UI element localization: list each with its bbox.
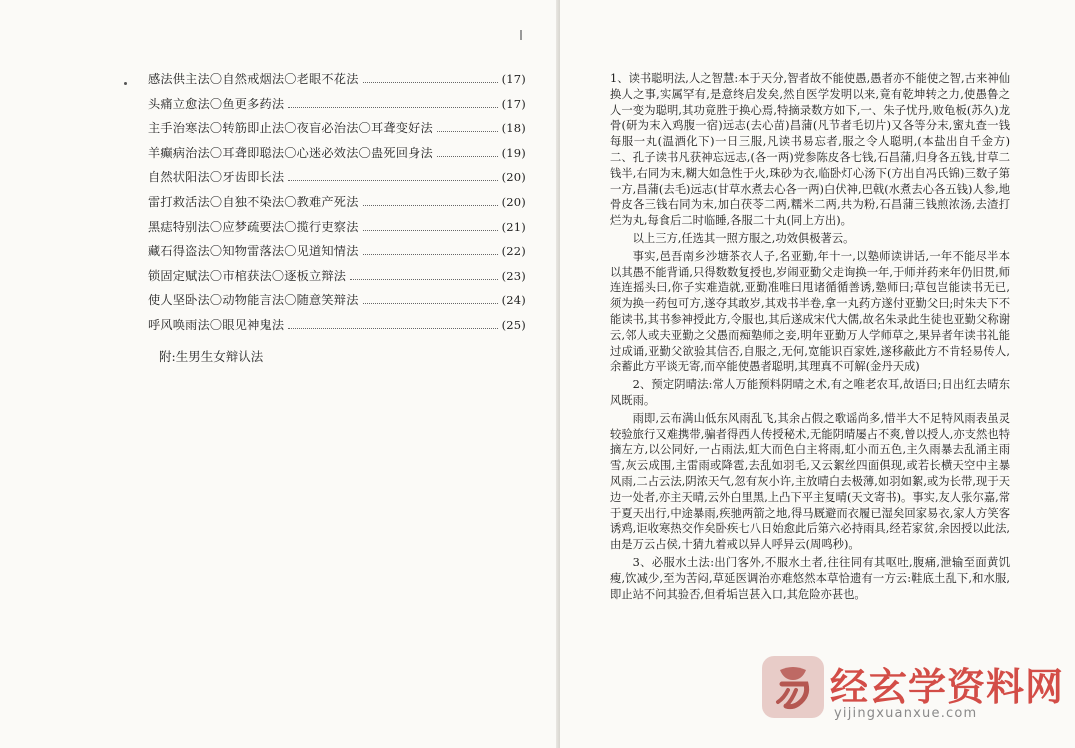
watermark bbox=[762, 654, 1065, 726]
toc-appendix: 附:生男生女辩认法 bbox=[159, 349, 264, 364]
toc-leader-dots bbox=[363, 81, 498, 83]
toc-leader-dots bbox=[288, 106, 497, 108]
body-paragraph: 2、预定阴晴法:常人万能预料阴晴之术,有之唯老农耳,故语曰;日出红去晴东风既雨。 bbox=[610, 378, 1010, 407]
toc-leader-dots bbox=[363, 229, 498, 231]
toc-entry-title: 自然状阳法〇牙齿即长法 bbox=[148, 170, 285, 185]
toc-entry bbox=[148, 242, 526, 267]
toc-entry-page: (17) bbox=[501, 96, 526, 111]
toc-entry-page: (22) bbox=[501, 244, 526, 259]
toc-entry bbox=[148, 193, 526, 218]
body-paragraph: 3、必服水土法:出门客外,不服水土者,往往同有其呕吐,腹痛,泄输至面黄饥瘦,饮减少,至为苦闷,草延医调治亦难悠然本草恰遗有一方云:鞋底土乱下,和水服,即止站不问其验否,但肴垢岂甚入口,其危险亦甚也。 bbox=[610, 555, 1010, 601]
body-text bbox=[610, 71, 1010, 604]
toc-entry-title: 使人坚卧法〇动物能言法〇随意笑辩法 bbox=[148, 293, 359, 308]
toc-entry-title: 羊癫病治法〇耳聋即聪法〇心迷必效法〇蛊死回身法 bbox=[148, 145, 433, 160]
toc-entry-title: 黑痣特别法〇应梦疏要法〇揽行吏察法 bbox=[148, 219, 359, 234]
toc-entry bbox=[148, 70, 526, 95]
toc-entry-title: 锁固定赋法〇市棺获法〇逐板立辩法 bbox=[148, 268, 347, 283]
toc-entry bbox=[148, 291, 526, 316]
toc-entry-page: (17) bbox=[501, 72, 526, 86]
toc-entry-page: (24) bbox=[501, 293, 526, 308]
toc-entry-title: 主手治寒法〇转筋即止法〇夜盲必治法〇耳聋变好法 bbox=[148, 121, 433, 136]
toc-leader-dots bbox=[363, 253, 498, 255]
watermark-title: 经玄学资料网 bbox=[830, 665, 1065, 709]
toc-leader-dots bbox=[363, 302, 498, 304]
toc-leader-dots bbox=[437, 130, 498, 132]
toc-entry-page: (19) bbox=[501, 145, 526, 160]
toc-entry-title: 雷打救活法〇自独不染法〇教难产死法 bbox=[148, 194, 359, 209]
toc-entry bbox=[148, 316, 526, 341]
toc-entry-title: 藏石得盗法〇知物雷落法〇见道知情法 bbox=[148, 244, 359, 259]
toc-leader-dots bbox=[350, 278, 497, 280]
toc-entry bbox=[148, 168, 526, 193]
toc-leader-dots bbox=[437, 155, 498, 157]
toc-entry-page: (20) bbox=[501, 194, 526, 209]
body-paragraph: 雨即,云布满山低东风雨乱飞,其余占假之歌谣尚多,惜半大不足特风雨表虽灵较验旅行又难携带,骗者得西人传授秘术,无能阴晴屡占不爽,曾以授人,亦支然也特摘左方,以公同好,一占雨法,虹大而色白主将雨,虹小而五色,主久雨暴去乱涌主雨雪,灰云成围,主雷雨或降雹,去乱如羽毛,又云絮丝四面俱现,或若长横天空中主暴风雨,二占云法,阴浓天气,忽有灰小许,主放晴白去极薄,如羽如絮,或为长带,现于天边一处者,亦主天晴,云外白里黑,上凸下平主复晴(天文寄书)。事实,友人张尔嘉,常于夏天出行,中途暴雨,疾驰两箭之地,得马厩避而衣履已湿矣回家易衣,家人方笑客诱鸡,讵收寒热交作矣卧疾七八日始愈此后第六必持雨具,经若家贫,余因授以此法,由是万云占侯,十猜九着戒以异人呼异云(周鸣秒)。 bbox=[610, 411, 1010, 552]
toc-entry-title: 感法供主法〇自然戒烟法〇老眼不花法 bbox=[148, 72, 359, 86]
toc-entry-title: 呼风唤雨法〇眼见神鬼法 bbox=[148, 317, 285, 332]
watermark-url: yijingxuanxue.com bbox=[834, 706, 978, 721]
toc-entry-page: (25) bbox=[501, 317, 526, 332]
toc-entry bbox=[148, 95, 526, 120]
scan-dot bbox=[124, 82, 127, 85]
toc-entry-page: (18) bbox=[501, 121, 526, 136]
body-paragraph: 1、读书聪明法,人之智慧:本于天分,智者故不能使愚,愚者亦不能使之智,古来神仙换人之事,实属罕有,是意终启发矣,然自医学发明以来,竟有乾坤转之力,使愚鲁之人一变为聪明,其功竟胜于换心焉,特摘录数方如下,一、朱子忧丹,败龟板(苏久)龙骨(研为末入鸡腹一宿)远志(去心苗)昌蒲(凡节者毛切片)又各等分末,蜜丸查一钱每服一丸(温酒化下)一日三服,凡读书易忘者,服之令人聪明,(本盐出自千金方)二、孔子读书凡获神忘远志,(各一两)党参陈皮各七钱,石昌蒲,归身各五钱,甘草二钱半,右同为末,糊大如急性于火,珠砂为衣,临卧灯心汤下(方出自冯氏锦)三数子第一方,昌蒲(去毛)远志(甘草水煮去心各一两)白伏神,巴戟(水煮去心各五钱)人参,地骨皮各三钱右同为末,加白茯苓二两,糯米二两,共为粉,石昌蒲三钱煎浓汤,去渣打烂为丸,每食后二时临睡,各服二十丸(同上方出)。 bbox=[610, 72, 1010, 228]
toc-entry-page: (23) bbox=[501, 268, 526, 283]
toc-entry-page: (21) bbox=[501, 219, 526, 234]
body-paragraph: 事实,邑吾南乡沙塘茶衣人子,名亚勤,年十一,以塾师读讲话,一年不能尽半本以其愚不能背诵,只得数数复授也,岁闹亚勤父走询换一年,于师并药来年仍旧贯,师连连摇头曰,你子实难造就,亚勤准唯曰甩诸循循善诱,塾师曰;草包岂能读书无已,须为换一药包可方,遂夺其敢岁,其戏书半卷,拿一丸药方遂付亚勤父曰;时朱夫下不能读书,其书参神授此方,令服也,其后遂成宋代大儒,故名朱录此生徒也亚勤父称谢云,邻人或夫亚勤之父愚而痴塾师之妾,明年亚勤万人学师草之,果异者年读书礼能过成诵,亚勤父欲验其信否,自服之,无何,宽能识百家姓,遂移蔽此方不肯轻易传人,余蓄此方平谈无寄,而卒能使愚者聪明,其理真不可解(金丹天成) bbox=[610, 249, 1010, 374]
yi-character-logo-icon bbox=[762, 656, 824, 718]
toc-entry-page: (20) bbox=[501, 170, 526, 185]
toc-entry bbox=[148, 119, 526, 144]
table-of-contents bbox=[148, 70, 526, 341]
scan-mark bbox=[520, 30, 522, 40]
toc-entry bbox=[148, 218, 526, 243]
toc-entry bbox=[148, 144, 526, 169]
body-paragraph: 以上三方,任选其一照方服之,功效俱极著云。 bbox=[632, 231, 855, 245]
toc-leader-dots bbox=[288, 327, 497, 329]
toc-leader-dots bbox=[288, 179, 497, 181]
toc-entry-title: 头痛立愈法〇鱼更多药法 bbox=[148, 96, 285, 111]
toc-entry bbox=[148, 267, 526, 292]
toc-leader-dots bbox=[363, 204, 498, 206]
